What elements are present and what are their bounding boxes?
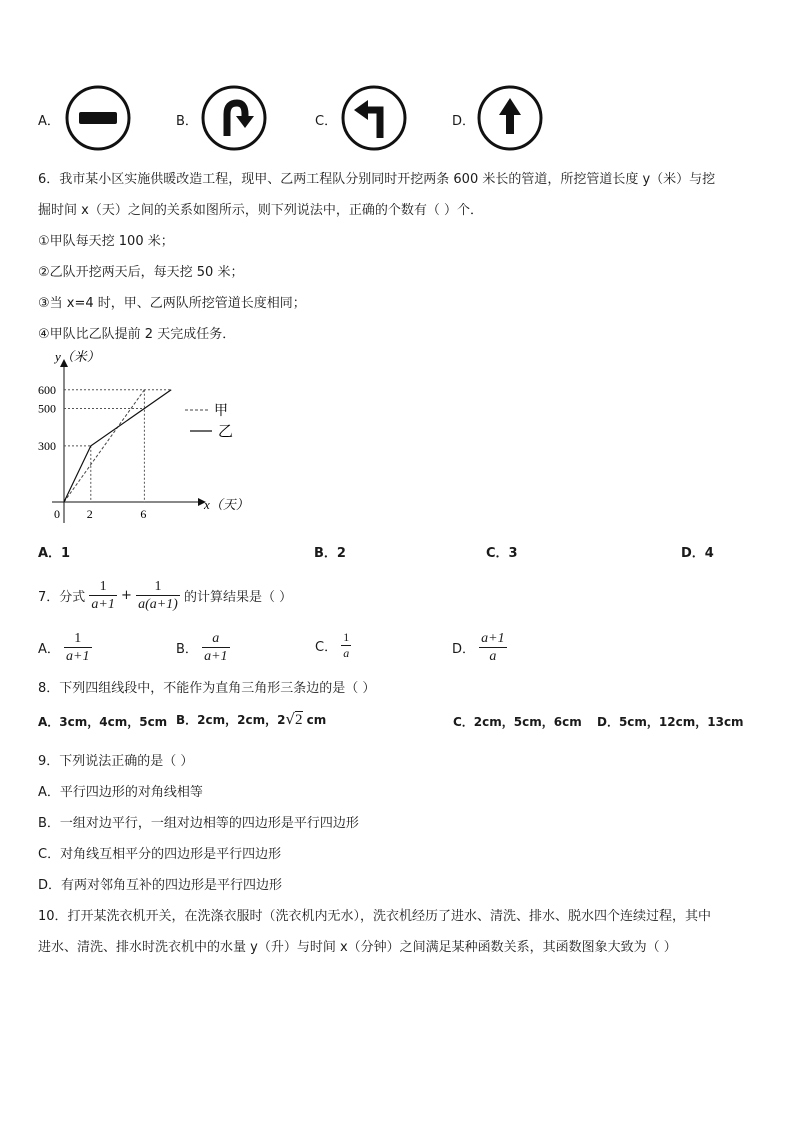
y-axis-label: y（米） xyxy=(55,349,100,364)
y-tick-label-500: 500 xyxy=(38,401,56,416)
q7-fraction-1-den: a+1 xyxy=(91,597,115,612)
sqrt-icon: √ xyxy=(285,710,295,728)
q8-option-a[interactable]: A．3cm，4cm，5cm xyxy=(38,715,168,729)
q7-option-a[interactable] xyxy=(38,630,92,665)
q8-option-d[interactable]: D．5cm，12cm，13cm xyxy=(597,715,744,729)
u-turn-right-icon xyxy=(200,84,268,152)
q6-statement-4: ④甲队比乙队提前 2 天完成任务． xyxy=(38,327,236,342)
q7-option-d[interactable] xyxy=(452,630,507,665)
q8-option-b-radicand: 2 xyxy=(295,712,303,728)
q6-statement-3: ③当 x=4 时，甲、乙两队所挖管道长度相同； xyxy=(38,296,306,311)
q7-plus: + xyxy=(121,588,132,603)
x-tick-label-6: 6 xyxy=(140,507,147,521)
q8-option-b-prefix: B．2cm，2cm，2 xyxy=(176,713,286,727)
q5-option-b-label[interactable]: B． xyxy=(176,114,198,129)
q7-option-b-num: a xyxy=(212,631,220,646)
y-tick-label-300: 300 xyxy=(38,438,56,453)
x-tick-label-2: 2 xyxy=(86,507,93,521)
legend xyxy=(185,403,233,440)
q7-option-c-label: C． xyxy=(315,640,338,655)
excavation-chart xyxy=(30,345,260,530)
q7-option-c[interactable] xyxy=(315,630,351,661)
q7-option-d-label: D． xyxy=(452,642,476,657)
q6-statement-2: ②乙队开挖两天后，每天挖 50 米； xyxy=(38,265,244,280)
guide-lines xyxy=(64,390,171,502)
q10-stem-line-2: 进水、清洗、排水时洗衣机中的水量 y（升）与时间 x（分钟）之间满足某种函数关系，其函数图象大致为（ ） xyxy=(38,940,677,955)
q8-option-b[interactable] xyxy=(176,710,326,729)
q5-option-a-label[interactable]: A． xyxy=(38,114,60,129)
q7-suffix: 的计算结果是（ ） xyxy=(183,590,293,605)
q7-option-d-fraction xyxy=(479,630,506,665)
q7-option-b[interactable] xyxy=(176,630,230,665)
q7-option-c-num: 1 xyxy=(343,630,350,644)
q7-option-d-num: a+1 xyxy=(481,631,505,646)
q5-option-c-label[interactable]: C． xyxy=(315,114,338,129)
x-tick-label-0: 0 xyxy=(54,507,60,521)
q7-option-a-fraction xyxy=(64,630,91,665)
y-tick-label-600: 600 xyxy=(38,382,56,397)
q7-fraction-1 xyxy=(89,578,116,613)
q9-option-a[interactable]: A．平行四边形的对角线相等 xyxy=(38,785,203,800)
q9-option-b[interactable]: B．一组对边平行，一组对边相等的四边形是平行四边形 xyxy=(38,816,359,831)
q7-prefix: 7．分式 xyxy=(38,590,86,605)
q9-stem: 9．下列说法正确的是（ ） xyxy=(38,754,194,769)
q7-stem xyxy=(38,578,292,613)
q7-fraction-2-num: 1 xyxy=(154,579,162,594)
q7-option-a-label: A． xyxy=(38,642,60,657)
x-axis-label: x（天） xyxy=(204,497,249,512)
q7-option-d-den: a xyxy=(479,647,506,665)
q8-stem: 8．下列四组线段中，不能作为直角三角形三条边的是（ ） xyxy=(38,681,376,696)
q6-option-a[interactable]: A．1 xyxy=(38,546,71,561)
q7-option-c-fraction xyxy=(341,630,351,661)
q7-option-b-label: B． xyxy=(176,642,198,657)
q7-fraction-2 xyxy=(136,578,180,613)
q7-option-c-den: a xyxy=(343,646,350,660)
q9-option-c[interactable]: C．对角线互相平分的四边形是平行四边形 xyxy=(38,847,282,862)
q6-stem-line-1: 6．我市某小区实施供暖改造工程，现甲、乙两工程队分别同时开挖两条 600 米长的管道，所挖管道长度 y（米）与挖 xyxy=(38,172,716,187)
q6-option-d[interactable]: D．4 xyxy=(681,546,714,561)
q6-option-c[interactable]: C．3 xyxy=(486,546,518,561)
q7-option-a-den: a+1 xyxy=(66,649,90,664)
q5-option-d-label[interactable]: D． xyxy=(452,114,476,129)
q7-option-b-den: a+1 xyxy=(204,649,228,664)
no-entry-icon xyxy=(64,84,132,152)
q7-option-a-num: 1 xyxy=(74,631,82,646)
q9-option-d[interactable]: D．有两对邻角互补的四边形是平行四边形 xyxy=(38,878,283,893)
q8-option-b-suffix: cm xyxy=(302,713,327,727)
q10-stem-line-1: 10．打开某洗衣机开关，在洗涤衣服时（洗衣机内无水），洗衣机经历了进水、清洗、排水、脱水四个连续过程，其中 xyxy=(38,909,712,924)
q7-fraction-1-num: 1 xyxy=(99,579,107,594)
q8-option-c[interactable]: C．2cm，5cm，6cm xyxy=(453,715,582,729)
tick-labels xyxy=(38,383,146,521)
q6-option-b[interactable]: B．2 xyxy=(314,546,346,561)
legend-jia-label: 甲 xyxy=(214,404,228,419)
q6-stem-line-2: 掘时间 x（天）之间的关系如图所示，则下列说法中，正确的个数有（ ）个． xyxy=(38,203,483,218)
legend-yi-label: 乙 xyxy=(218,424,234,440)
q6-statement-1: ①甲队每天挖 100 米； xyxy=(38,234,174,249)
q7-fraction-2-den: a(a+1) xyxy=(138,597,178,612)
turn-left-icon xyxy=(340,84,408,152)
straight-ahead-icon xyxy=(476,84,544,152)
q7-option-b-fraction xyxy=(202,630,229,665)
